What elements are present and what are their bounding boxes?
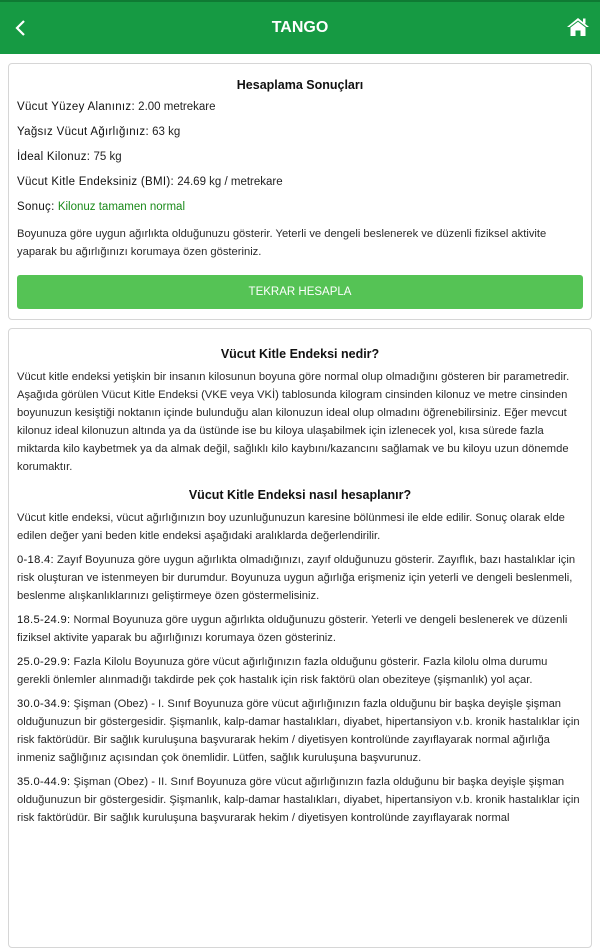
- recalculate-button[interactable]: TEKRAR HESAPLA: [17, 275, 583, 309]
- info-card: [8, 328, 592, 948]
- result-outcome: Sonuç: Kilonuz tamamen normal: [17, 201, 186, 213]
- result-ideal-weight: İdeal Kilonuz: 75 kg: [17, 151, 122, 163]
- result-description: Boyunuza göre uygun ağırlıkta olduğunuzu gösterir. Yeterli ve dengeli beslenerek ve düzenli fiziksel aktivite yaparak bu ağırlığınızı korumaya özen gösteriniz.: [17, 228, 547, 258]
- chevron-left-icon[interactable]: [12, 16, 32, 40]
- range-item: 25.0-29.9: Fazla Kilolu Boyunuza göre vücut ağırlığınızın fazla olduğunu gösterir. Fazla kilolu olma durumu gerekli önlemler alınmadığı takdirde pek çok hastalık için risk faktörü olan obeziteye (şişmanlık) yol açar.: [17, 656, 548, 686]
- page-title: TANGO: [271, 19, 329, 36]
- results-card: [8, 63, 592, 320]
- heading-how-calculated: Vücut Kitle Endeksi nasıl hesaplanır?: [188, 488, 412, 502]
- heading-what-is-bmi: Vücut Kitle Endeksi nedir?: [220, 347, 380, 361]
- result-bmi: Vücut Kitle Endeksiniz (BMI): 24.69 kg / metrekare: [17, 176, 283, 188]
- paragraph-how-calculated: Vücut kitle endeksi, vücut ağırlığınızın boy uzunluğunuzun karesine bölünmesi ile elde edilir. Sonuç olarak elde edilen değer yani beden kitle endeksi aşağıdaki aralıklarda değerlendirilir.: [17, 512, 565, 542]
- app-header: [0, 0, 600, 54]
- outcome-status: Kilonuz tamamen normal: [57, 201, 186, 213]
- range-item: 0-18.4: Zayıf Boyunuza göre uygun ağırlıkta olmadığınızı, zayıf olduğunuzu gösterir. Zayıflık, bazı hastalıklar için risk oluşturan ve istenmeyen bir durumdur. Boyunuza uygun ağırlığa erişmeniz için yeterli ve dengeli beslenmeli, beslenme alışkanlıklarınızı geliştirmeye özen göstermelisiniz.: [17, 554, 576, 602]
- results-title: Hesaplama Sonuçları: [236, 78, 364, 92]
- range-item: 18.5-24.9: Normal Boyunuza göre uygun ağırlıkta olduğunuzu gösterir. Yeterli ve dengeli beslenerek ve düzenli fiziksel aktivite yaparak bu ağırlığınızı korumaya özen gösteriniz.: [17, 614, 568, 644]
- paragraph-what-is-bmi: Vücut kitle endeksi yetişkin bir insanın kilosunun boyuna göre normal olup olmadığını gösteren bir parametredir. Aşağıda görülen Vücut Kitle Endeksi (VKE veya VKİ) tablosunda kilogram cinsinden kilonuz ve metre cinsinden boyunuzun kesiştiği noktanın içinde bulunduğu alan kilonuzun ideal olup olmadını öğrenebilirsiniz. Eğer mevcut kilonuz ideal kilonuzun altında ya da üstünde ise bu kiloya ulaşabilmek için izlenecek yol, kısa sürede fazla miktarda kilo kaybetmek ya da almak değil, sağlıklı kilo kaybını/kazancını sağlamak ve bu kiloyu uzun dönemde korumaktır.: [17, 371, 570, 473]
- result-body-surface-area: Vücut Yüzey Alanınız: 2.00 metrekare: [17, 101, 216, 113]
- range-item: 30.0-34.9: Şişman (Obez) - I. Sınıf Boyunuza göre vücut ağırlığınızın fazla olduğunu bir başka deyişle şişman olduğunuzun bir göstergesidir. Şişmanlık, kalp-damar hastalıkları, diyabet, hipertansiyon v.b. kronik hastalıklar için risk faktörüdür. Bir sağlık kuruluşuna başvurarak hekim / diyetisyen kontrolünde zayıflayarak normal ağırlığa inmeniz sağlığınız açısından çok önemlidir. Lütfen, sağlık kuruluşuna başvurunuz.: [17, 698, 580, 764]
- home-icon[interactable]: [566, 15, 590, 39]
- range-item: 35.0-44.9: Şişman (Obez) - II. Sınıf Boyunuza göre vücut ağırlığınızın fazla olduğunu bir başka deyişle şişman olduğunuzun bir göstergesidir. Şişmanlık, kalp-damar hastalıkları, diyabet, hipertansiyon v.b. kronik hastalıklar için risk faktörüdür. Bir sağlık kuruluşuna başvurarak hekim / diyetisyen kontrolünde zayıflayarak normal: [17, 776, 580, 824]
- result-lean-body-mass: Yağsız Vücut Ağırlığınız: 63 kg: [17, 126, 181, 138]
